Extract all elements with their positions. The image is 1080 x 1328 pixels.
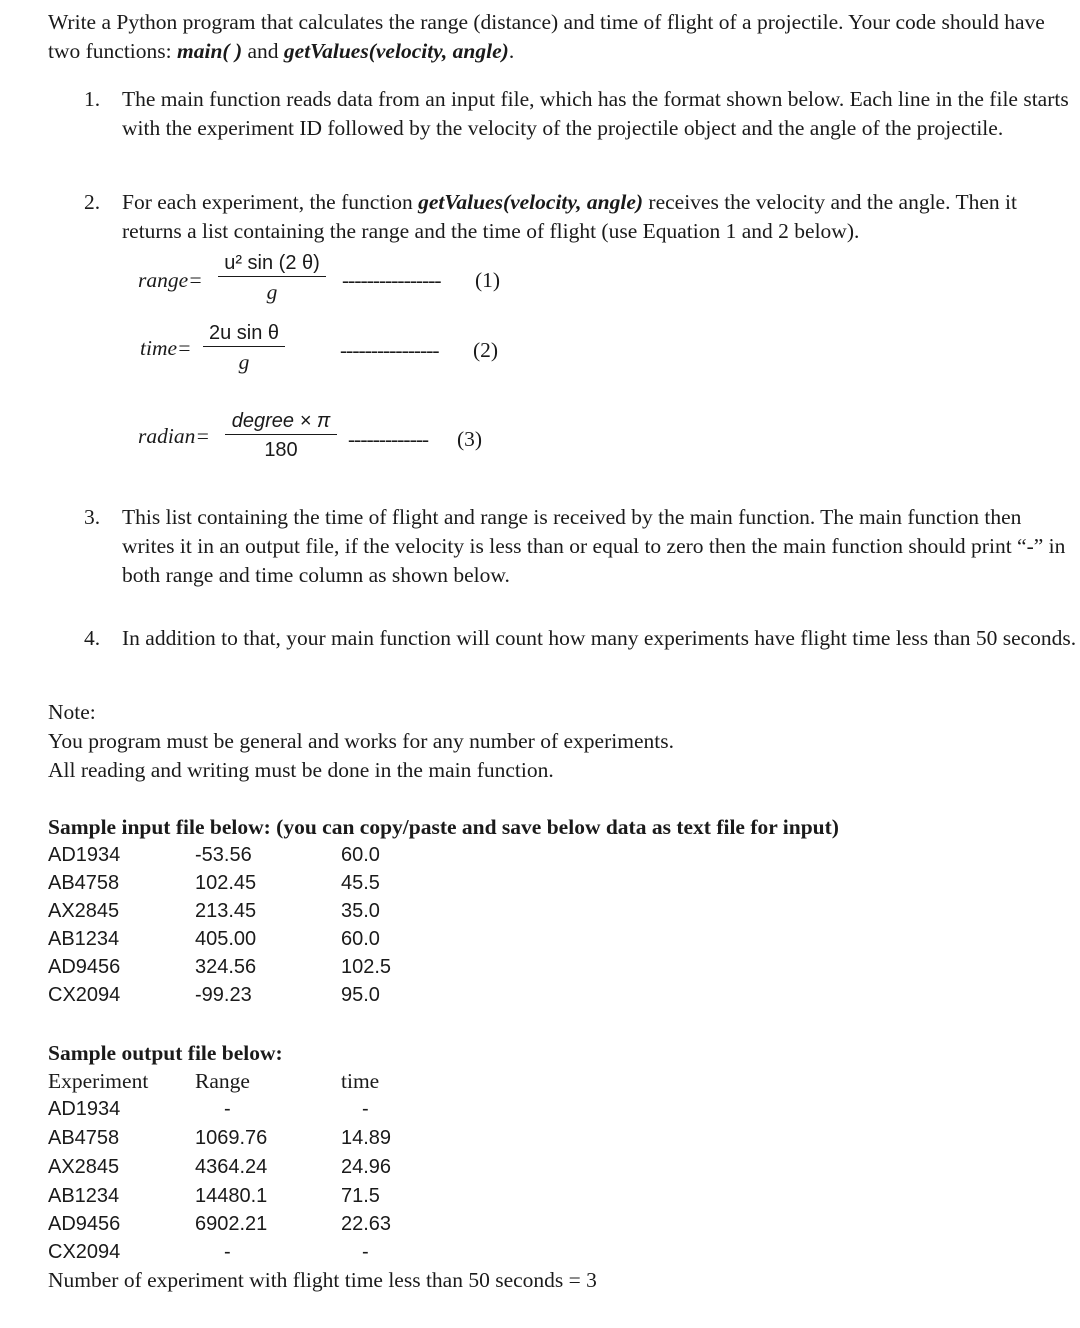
input-cell-angle: 45.5 bbox=[341, 872, 380, 894]
item-2-post: receives the velocity and the angle. Then it returns a list containing the range and the time of flight (use Equation 1 and 2 below). bbox=[122, 190, 1017, 243]
input-cell-angle: 60.0 bbox=[341, 928, 380, 950]
item-1-number: 1. bbox=[84, 87, 101, 111]
item-1-text: The main function reads data from an input file, which has the format shown below. Each line in the file starts with the experiment ID followed by the velocity of the projectile object and the angle of the projectile. bbox=[122, 87, 1069, 140]
equation-3-dashes: ------------- bbox=[348, 427, 429, 451]
input-cell-id: CX2094 bbox=[48, 984, 121, 1006]
equation-2-numerator: 2u sin θ bbox=[203, 320, 285, 347]
input-cell-id: AD9456 bbox=[48, 956, 121, 978]
equation-3-tag: (3) bbox=[457, 427, 483, 451]
main-function-name: main( ) bbox=[177, 39, 243, 63]
output-cell-time: 24.96 bbox=[341, 1156, 392, 1178]
input-cell-id: AX2845 bbox=[48, 900, 120, 922]
output-header-experiment: Experiment bbox=[48, 1069, 149, 1093]
output-cell-range: 1069.76 bbox=[195, 1127, 268, 1149]
note-line-2: All reading and writing must be done in the main function. bbox=[48, 758, 554, 782]
input-cell-velocity: 405.00 bbox=[195, 928, 257, 950]
equation-1-fraction bbox=[218, 250, 326, 307]
note-line-1: You program must be general and works for any number of experiments. bbox=[48, 729, 674, 753]
output-cell-time: 71.5 bbox=[341, 1185, 380, 1207]
equation-3-fraction bbox=[225, 408, 337, 465]
equation-1-numerator: u² sin (2 θ) bbox=[218, 250, 326, 277]
output-cell-range: - bbox=[224, 1241, 231, 1263]
item-2-pre: For each experiment, the function bbox=[122, 190, 419, 214]
output-cell-time: 14.89 bbox=[341, 1127, 392, 1149]
item-3-number: 3. bbox=[84, 505, 101, 529]
input-cell-angle: 95.0 bbox=[341, 984, 380, 1006]
intro-paragraph bbox=[48, 8, 1078, 66]
equation-1-tag: (1) bbox=[475, 268, 501, 292]
item-2-number: 2. bbox=[84, 190, 101, 214]
input-cell-velocity: 213.45 bbox=[195, 900, 257, 922]
input-cell-id: AD1934 bbox=[48, 844, 121, 866]
input-cell-velocity: -53.56 bbox=[195, 844, 252, 866]
output-header-range: Range bbox=[195, 1069, 250, 1093]
intro-text: Write a Python program that calculates the range (distance) and time of flight of a projectile. Your code should have two functions: bbox=[48, 10, 1045, 63]
equation-1-dashes: ---------------- bbox=[342, 268, 441, 292]
equation-3-lhs: radian= bbox=[138, 424, 210, 448]
equation-2-denominator: g bbox=[238, 350, 250, 374]
output-cell-range: - bbox=[224, 1098, 231, 1120]
input-cell-velocity: 324.56 bbox=[195, 956, 257, 978]
input-cell-velocity: 102.45 bbox=[195, 872, 257, 894]
output-cell-id: AD9456 bbox=[48, 1213, 121, 1235]
output-cell-time: - bbox=[362, 1098, 369, 1120]
output-header-time: time bbox=[341, 1069, 380, 1093]
item-4-text: In addition to that, your main function will count how many experiments have flight time less than 50 seconds. bbox=[122, 626, 1077, 650]
item-4-number: 4. bbox=[84, 626, 101, 650]
output-cell-id: AB4758 bbox=[48, 1127, 120, 1149]
output-cell-time: 22.63 bbox=[341, 1213, 392, 1235]
input-cell-angle: 60.0 bbox=[341, 844, 380, 866]
output-cell-id: AX2845 bbox=[48, 1156, 120, 1178]
input-cell-angle: 35.0 bbox=[341, 900, 380, 922]
sample-output-heading: Sample output file below: bbox=[48, 1041, 283, 1065]
equation-3-numerator: degree × π bbox=[225, 408, 337, 435]
intro-and: and bbox=[242, 39, 284, 63]
output-cell-range: 4364.24 bbox=[195, 1156, 268, 1178]
output-cell-id: AD1934 bbox=[48, 1098, 121, 1120]
output-cell-time: - bbox=[362, 1241, 369, 1263]
equation-2-lhs: time= bbox=[140, 336, 192, 360]
equation-3-denominator: 180 bbox=[264, 439, 298, 461]
input-cell-angle: 102.5 bbox=[341, 956, 392, 978]
equation-1-denominator: g bbox=[266, 280, 278, 304]
getvalues-function-name: getValues(velocity, angle) bbox=[283, 39, 509, 63]
output-cell-range: 14480.1 bbox=[195, 1185, 268, 1207]
intro-end: . bbox=[508, 39, 515, 63]
item-2-function-name: getValues(velocity, angle) bbox=[418, 190, 644, 214]
item-3-text: This list containing the time of flight and range is received by the main function. The main function then writes it in an output file, if the velocity is less than or equal to zero then the main function should print “-” in both range and time column as shown below. bbox=[122, 505, 1066, 587]
output-cell-id: CX2094 bbox=[48, 1241, 121, 1263]
output-cell-range: 6902.21 bbox=[195, 1213, 268, 1235]
output-summary: Number of experiment with flight time less than 50 seconds = 3 bbox=[48, 1268, 597, 1292]
output-cell-id: AB1234 bbox=[48, 1185, 120, 1207]
input-cell-id: AB4758 bbox=[48, 872, 120, 894]
equation-1-lhs: range= bbox=[138, 268, 203, 292]
note-title: Note: bbox=[48, 700, 96, 724]
input-cell-velocity: -99.23 bbox=[195, 984, 252, 1006]
equation-2-dashes: ---------------- bbox=[340, 338, 439, 362]
sample-input-heading: Sample input file below: (you can copy/paste and save below data as text file for input) bbox=[48, 815, 839, 839]
equation-2-fraction bbox=[203, 320, 285, 377]
equation-2-tag: (2) bbox=[473, 338, 499, 362]
input-cell-id: AB1234 bbox=[48, 928, 120, 950]
item-2-text bbox=[122, 188, 1077, 246]
